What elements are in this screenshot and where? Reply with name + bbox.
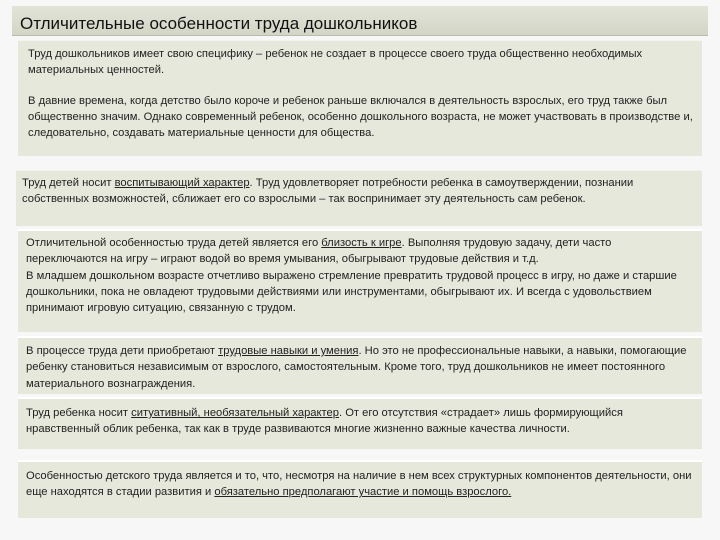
paragraph-text-post: . Труд удовлетворяет потребности ребенка в самоутверждении, познании собственных возможностей, сближает его со взрослыми – так воспринимает эту деятельность сам ребенок. [22,177,634,206]
paragraph-adult-help [26,468,694,501]
text-block-situational [18,397,702,449]
paragraph-text-post: . Выполняя трудовую задачу, дети часто переключаются на игру – играют водой во время умывания, обыгрывают трудовые действия и т.д. [26,237,612,266]
term-adult-help: обязательно предполагают участие и помощь взрослого. [214,486,512,499]
paragraph-text-pre: В процессе труда дети приобретают [26,345,219,357]
term-play: близость к игре [321,237,402,249]
term-upbringing: воспитывающий характер [114,177,250,189]
paragraph-text-pre: Труд ребенка носит [26,407,132,419]
text-block-play [18,229,702,332]
term-situational: ситуативный, необязательный характер [131,407,339,419]
paragraph-younger-age: В младшем дошкольном возрасте отчетливо выражено стремление превратить трудовой процесс в игру, но даже и старшие дошкольники, пока не овладеют трудовыми действиями или инструментами, обыгрывают их. И всегда с удовольствием принимают игровую ситуацию, связанную с трудом. [26,269,677,315]
text-block-upbringing [16,170,702,226]
paragraph-upbringing [22,175,694,208]
paragraph-history: В давние времена, когда детство было короче и ребенок раньше включался в деятельность взрослых, его труд также был общественно значим. Однако современный ребенок, особенно дошкольного возраста, не может участвовать в производстве и, следовательно, создавать материальные ценности для общества. [28,94,693,140]
text-block-adult-help [18,460,702,518]
paragraph-specifics: Труд дошкольников имеет свою специфику – ребенок не создает в процессе своего труда общественно необходимых материальных ценностей. [28,48,643,77]
paragraph-text-pre: Отличительной особенностью труда детей является его [26,237,322,249]
paragraph-situational [26,405,694,438]
paragraph-text-pre: Особенностью детского труда является и то, что, несмотря на наличие в нем всех структурных компонентов деятельности, они еще находятся в стадии развития и [26,470,692,499]
slide-title-bar [12,6,708,36]
paragraph-play [26,235,694,268]
text-block-specifics [18,40,702,156]
text-block-skills [18,336,702,394]
paragraph-text-post: . Но это не профессиональные навыки, а навыки, помогающие ребенку становиться независимым от взрослого, самостоятельным. Кроме того, труд дошкольников не имеет постоянного материального вознаграждения. [26,345,687,390]
paragraph-text-pre: Труд детей носит [22,177,115,189]
paragraph-skills [26,343,694,392]
term-skills: трудовые навыки и умения [218,345,359,357]
slide-title: Отличительные особенности труда дошкольников [20,14,418,33]
paragraph-text-post: . От его отсутствия «страдает» лишь формирующийся нравственный облик ребенка, так как в труде развиваются многие жизненно важные качества личности. [26,407,623,436]
